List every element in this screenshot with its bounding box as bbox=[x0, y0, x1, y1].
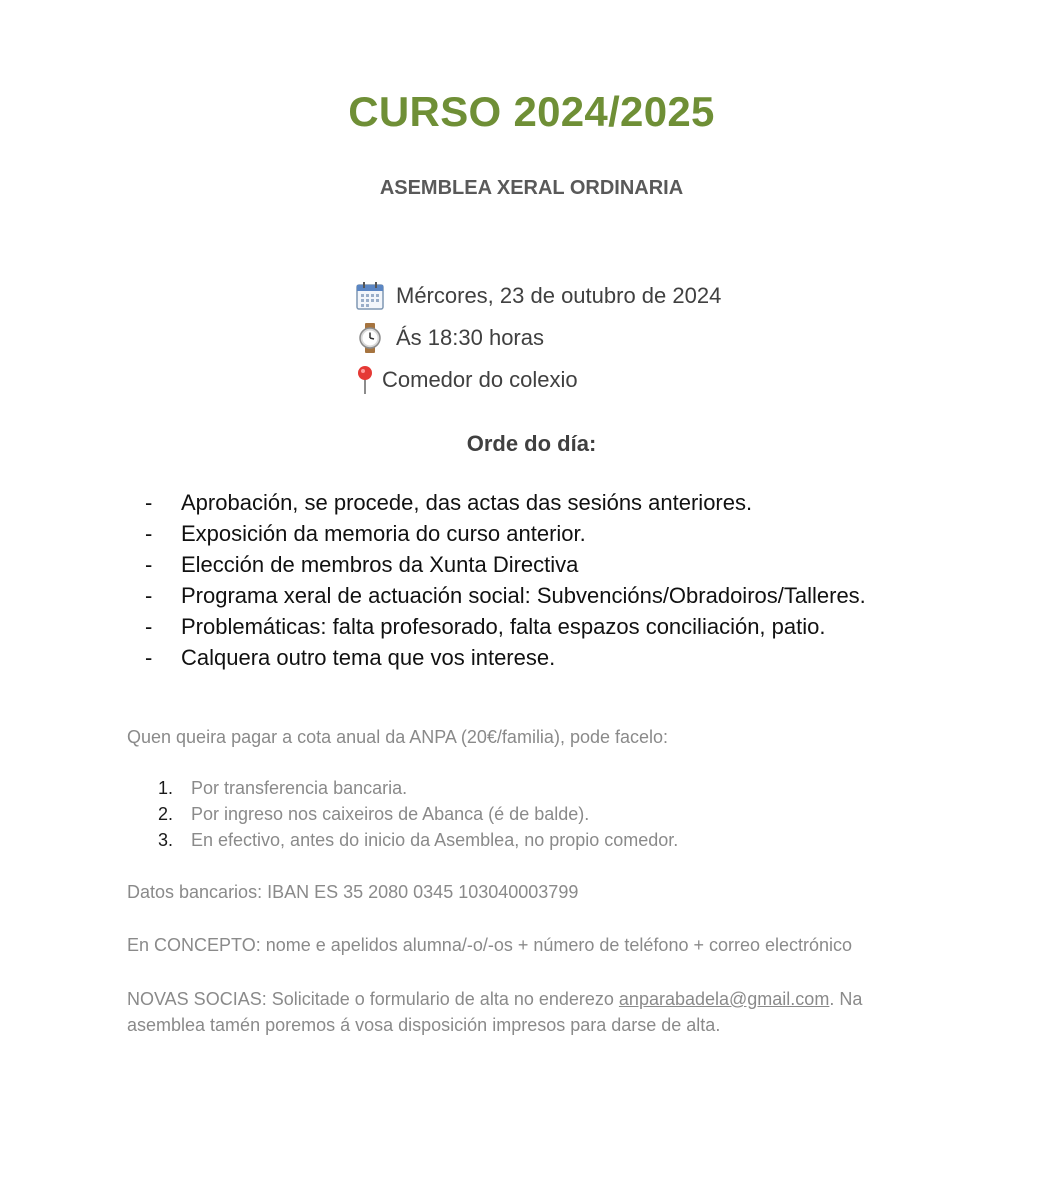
payment-option-text: Por transferencia bancaria. bbox=[191, 777, 408, 798]
event-date: Mércores, 23 de outubro de 2024 bbox=[396, 283, 722, 308]
list-item bbox=[145, 611, 1005, 642]
list-item bbox=[145, 518, 1005, 549]
payment-options-list bbox=[158, 775, 1018, 853]
event-date-line bbox=[354, 275, 874, 317]
payment-option-text: Por ingreso nos caixeiros de Abanca (é de balde). bbox=[191, 803, 590, 824]
calendar-icon bbox=[354, 280, 386, 312]
bullet: - bbox=[145, 520, 153, 546]
list-number: 1. bbox=[158, 777, 174, 798]
list-item bbox=[158, 801, 1018, 827]
list-item bbox=[145, 549, 1005, 580]
agenda-item-text: Aprobación, se procede, das actas das sesións anteriores. bbox=[181, 489, 753, 515]
page-title: CURSO 2024/2025 bbox=[348, 88, 715, 135]
event-place-line bbox=[354, 359, 874, 401]
payment-intro: Quen queira pagar a cota anual da ANPA (20€/familia), pode facelo: bbox=[127, 727, 669, 747]
bullet: - bbox=[145, 582, 153, 608]
payment-option-text: En efectivo, antes do inicio da Asemblea, no propio comedor. bbox=[191, 829, 679, 850]
new-members-text: NOVAS SOCIAS: Solicitade o formulario de alta no enderezo bbox=[127, 989, 619, 1009]
new-members-text-end: . Na asemblea tamén poremos á vosa disposición impresos para darse de alta. bbox=[127, 989, 863, 1035]
bank-details: Datos bancarios: IBAN ES 35 2080 0345 103040003799 bbox=[127, 882, 579, 902]
list-item bbox=[145, 580, 1005, 611]
list-item bbox=[145, 642, 1005, 673]
event-info bbox=[354, 275, 874, 401]
agenda-item-text: Exposición da memoria do curso anterior. bbox=[181, 520, 586, 546]
list-number: 3. bbox=[158, 829, 174, 850]
page-subtitle: ASEMBLEA XERAL ORDINARIA bbox=[379, 177, 684, 199]
watch-icon bbox=[354, 322, 386, 354]
bullet: - bbox=[145, 613, 153, 639]
event-time: Ás 18:30 horas bbox=[396, 325, 544, 350]
list-item bbox=[158, 827, 1018, 853]
event-time-line bbox=[354, 317, 874, 359]
pin-icon bbox=[354, 364, 376, 396]
agenda-item-text: Calquera outro tema que vos interese. bbox=[181, 644, 556, 670]
list-item bbox=[158, 775, 1018, 801]
agenda-list bbox=[145, 487, 1005, 673]
event-place: Comedor do colexio bbox=[382, 367, 578, 392]
bullet: - bbox=[145, 644, 153, 670]
agenda-item-text: Programa xeral de actuación social: Subvencións/Obradoiros/Talleres. bbox=[181, 582, 866, 608]
agenda-item-text: Problemáticas: falta profesorado, falta espazos conciliación, patio. bbox=[181, 613, 826, 639]
bullet: - bbox=[145, 489, 153, 515]
email-link[interactable]: anparabadela@gmail.com bbox=[618, 989, 830, 1009]
payment-concept: En CONCEPTO: nome e apelidos alumna/-o/-os + número de teléfono + correo electrónico bbox=[127, 935, 853, 955]
agenda-item-text: Elección de membros da Xunta Directiva bbox=[181, 551, 579, 577]
list-number: 2. bbox=[158, 803, 174, 824]
agenda-title: Orde do día: bbox=[466, 431, 597, 456]
new-members-paragraph bbox=[127, 986, 927, 1038]
list-item bbox=[145, 487, 1005, 518]
bullet: - bbox=[145, 551, 153, 577]
